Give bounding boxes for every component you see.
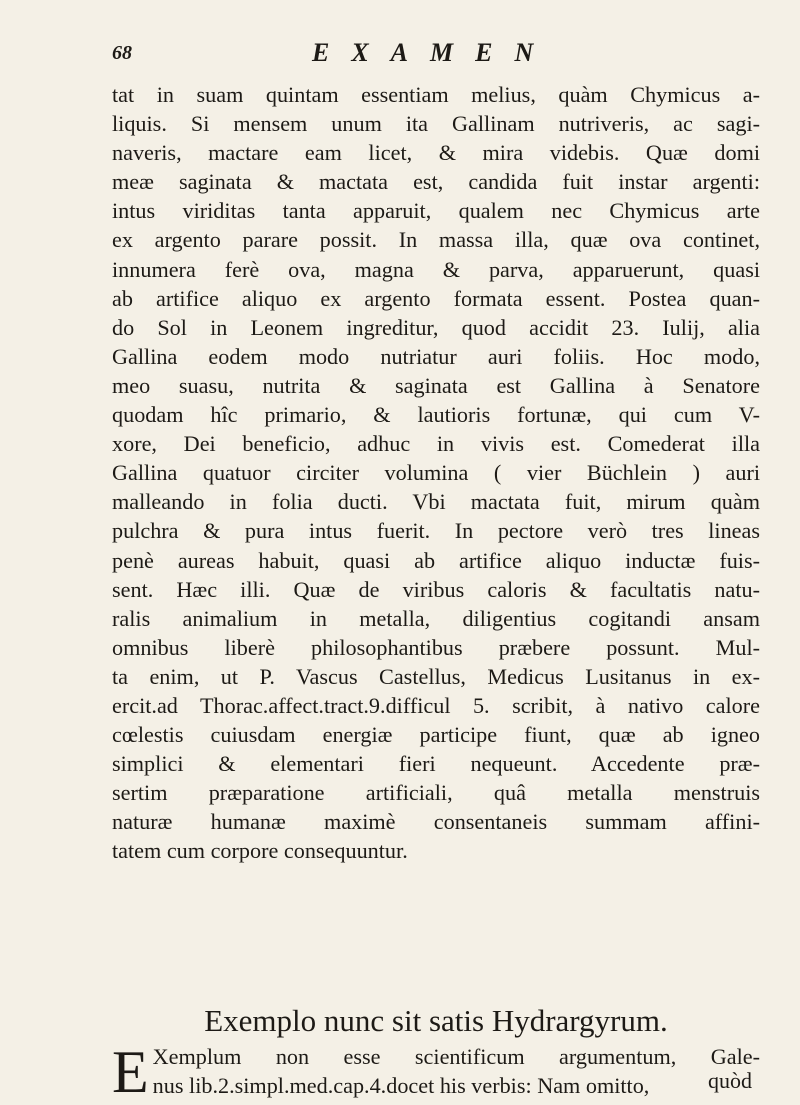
drop-initial: E — [112, 1039, 149, 1105]
body-line: naturæ humanæ maximè consentaneis summam affini- — [112, 809, 760, 835]
body-line: naveris, mactare eam licet, & mira videbis. Quæ domi — [112, 140, 760, 166]
page-header — [112, 38, 772, 78]
body-line: intus viriditas tanta apparuit, qualem nec Chymicus arte — [112, 198, 760, 224]
body-line: ex argento parare possit. In massa illa, quæ ova continet, — [112, 227, 760, 253]
body-line: cœlestis cuiusdam energiæ participe fiunt, quæ ab igneo — [112, 722, 760, 748]
body-line: meæ saginata & mactata est, candida fuit instar argenti: — [112, 169, 760, 195]
body-line: meo suasu, nutrita & saginata est Gallina à Senatore — [112, 372, 760, 398]
body-line: malleando in folia ducti. Vbi mactata fuit, mirum quàm — [112, 489, 760, 515]
body-line: tat in suam quintam essentiam melius, quàm Chymicus a- — [112, 82, 760, 107]
second-paragraph — [112, 1039, 760, 1105]
body-line: ralis animalium in metalla, diligentius cogitandi ansam — [112, 605, 760, 631]
paragraph-line: nus lib.2.simpl.med.cap.4.docet his verbis: Nam omitto, — [152, 1073, 650, 1098]
body-line: innumera ferè ova, magna & parva, apparuerunt, quasi — [112, 256, 760, 282]
body-line: penè aureas habuit, quasi ab artifice aliquo inductæ fuis- — [112, 547, 760, 573]
page-number: 68 — [112, 42, 132, 64]
body-line: ercit.ad Thorac.affect.tract.9.difficul 5. scribit, à nativo calore — [112, 692, 760, 718]
body-line: simplici & elementari fieri nequeunt. Accedente præ- — [112, 751, 760, 777]
body-line: Gallina quatuor circiter volumina ( vier Büchlein ) auri — [112, 460, 760, 486]
section-heading: Exemplo nunc sit satis Hydrargyrum. — [204, 1003, 668, 1038]
body-line: tatem cum corpore consequuntur. — [112, 838, 408, 864]
body-line: sent. Hæc illi. Quæ de viribus caloris & facultatis natu- — [112, 576, 760, 602]
catchword: quòd — [708, 1068, 752, 1093]
body-line: ab artifice aliquo ex argento formata essent. Postea quan- — [112, 285, 760, 311]
body-line: ta enim, ut P. Vascus Castellus, Medicus Lusitanus in ex- — [112, 663, 760, 689]
body-line: Gallina eodem modo nutriatur auri foliis. Hoc modo, — [112, 343, 760, 369]
body-line: sertim præparatione artificiali, quâ metalla menstruis — [112, 780, 760, 806]
body-line: xore, Dei beneficio, adhuc in vivis est. Comederat illa — [112, 431, 760, 457]
body-line: do Sol in Leonem ingreditur, quod accidit 23. Iulij, alia — [112, 314, 760, 340]
running-title: EXAMEN — [312, 38, 556, 67]
body-line: omnibus liberè philosophantibus præbere possunt. Mul- — [112, 634, 760, 660]
body-paragraph — [112, 80, 760, 866]
body-line: pulchra & pura intus fuerit. In pectore verò tres lineas — [112, 518, 760, 544]
paragraph-line: Xemplum non esse scientificum argumentum, Gale- — [152, 1044, 760, 1069]
body-line: liquis. Si mensem unum ita Gallinam nutriveris, ac sagi- — [112, 111, 760, 137]
body-line: quodam hîc primario, & lautioris fortunæ, qui cum V- — [112, 402, 760, 428]
